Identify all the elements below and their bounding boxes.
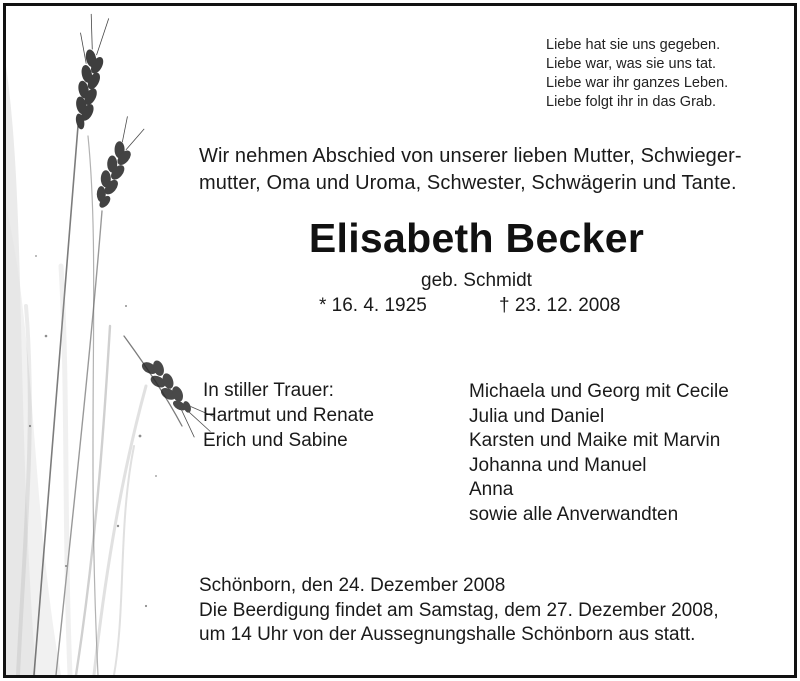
mourner-line: Hartmut und Renate [203, 405, 375, 426]
poem-line: Liebe folgt ihr in das Grab. [546, 94, 717, 110]
mourner-line: Karsten und Maike mit Marvin [469, 430, 721, 451]
farewell-intro [199, 143, 759, 197]
mourners-left [203, 378, 374, 453]
obituary-notice [3, 3, 797, 678]
mourner-line: Erich und Sabine [203, 430, 348, 451]
mourner-line: Michaela und Georg mit Cecile [469, 381, 729, 402]
poem [546, 36, 728, 112]
intro-line: mutter, Oma und Uroma, Schwester, Schwägerin und Tante. [199, 172, 737, 194]
poem-line: Liebe war, was sie uns tat. [546, 56, 717, 72]
closing-info [199, 574, 719, 648]
poem-line: Liebe hat sie uns gegeben. [546, 37, 721, 53]
mourner-line: Anna [469, 479, 514, 500]
mourner-line: In stiller Trauer: [203, 380, 334, 401]
intro-line: Wir nehmen Abschied von unserer lieben Mutter, Schwieger- [199, 145, 742, 167]
mourner-line: Johanna und Manuel [469, 454, 647, 476]
deceased-name: Elisabeth Becker [308, 215, 645, 261]
mourner-line: sowie alle Anverwandten [469, 503, 679, 525]
mourner-line: Julia und Daniel [469, 405, 605, 427]
birth-name: geb. Schmidt [421, 270, 532, 291]
death-date: † 23. 12. 2008 [499, 295, 621, 316]
birth-date: * 16. 4. 1925 [319, 295, 427, 316]
mourners-right [469, 380, 729, 527]
funeral-info-line: Die Beerdigung findet am Samstag, dem 27. Dezember 2008, [199, 599, 719, 621]
funeral-info-line: um 14 Uhr von der Aussegnungshalle Schönborn aus statt. [199, 624, 696, 645]
poem-line: Liebe war ihr ganzes Leben. [546, 75, 729, 91]
place-date: Schönborn, den 24. Dezember 2008 [199, 575, 506, 596]
